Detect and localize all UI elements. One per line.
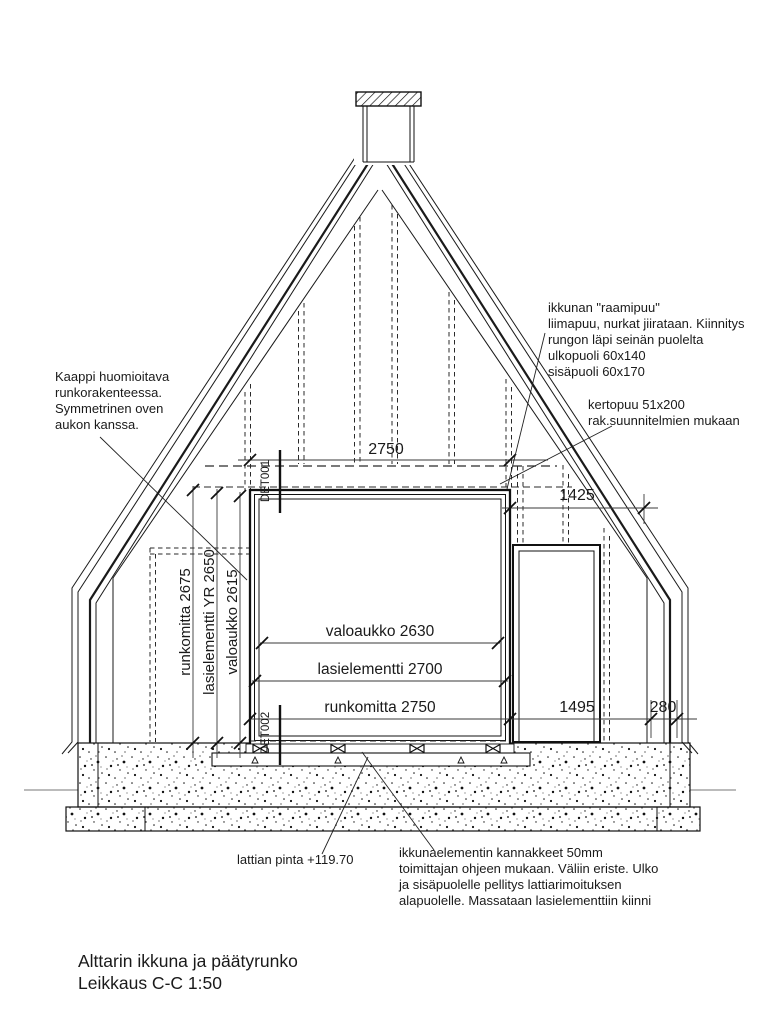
dim-v-frame: runkomitta 2675 [177,568,194,676]
note-frame-wood-line2: liimapuu, nurkat jiirataan. Kiinnitys [548,316,745,331]
det002-label: DET002 [260,711,272,755]
note-cabinet-line3: Symmetrinen oven [55,401,164,416]
note-support-line2: toimittajan ohjeen mukaan. Väliin eriste. Ulko [399,861,659,876]
drawing-scale: Leikkaus C-C 1:50 [78,973,222,993]
dim-h-glass: lasielementti 2700 [317,661,443,678]
note-cabinet-line4: aukon kanssa. [55,417,139,432]
foundation-footing [66,807,700,831]
note-support-line1: ikkunaelementin kannakkeet 50mm [399,845,603,860]
dim-v-glass: lasielementti YR 2650 [201,549,218,695]
note-frame-wood-line4: ulkopuoli 60x140 [548,348,646,363]
note-frame-wood-line1: ikkunan "raamipuu" [548,300,660,315]
note-support-line3: ja sisäpuolelle pellitys lattiarimoituksen [399,877,622,892]
title-block [78,951,298,993]
dim-v-light: valoaukko 2615 [224,569,241,675]
note-cabinet-line1: Kaappi huomioitava [55,369,170,384]
note-support-line4: alapuolelle. Massataan lasielementtiin kiinni [399,893,652,908]
dim-right-lower: 1495 [559,699,595,716]
frame-wood-note-leader [507,333,545,489]
floor-level-label: lattian pinta +119.70 [237,852,354,867]
dim-top-width: 2750 [368,441,404,458]
note-frame-wood-line3: rungon läpi seinän puolelta [548,332,704,347]
dim-right-edge: 280 [649,699,677,716]
cabinet-note-leader [100,437,247,580]
dim-right-upper: 1425 [559,487,595,504]
chimney-cap [356,92,421,106]
note-lvl-line1: kertopuu 51x200 [588,397,685,412]
dim-h-light: valoaukko 2630 [325,623,435,640]
note-frame-wood-line5: sisäpuoli 60x170 [548,364,645,379]
note-lvl-line2: rak.suunnitelmien mukaan [588,413,740,428]
det001-label: DET001 [260,459,272,503]
lvl-note-leader [500,426,612,484]
note-cabinet-line2: runkorakenteessa. [55,385,162,400]
dim-h-frame: runkomitta 2750 [324,699,436,716]
drawing-title: Alttarin ikkuna ja päätyrunko [78,951,298,971]
chimney [354,88,423,165]
